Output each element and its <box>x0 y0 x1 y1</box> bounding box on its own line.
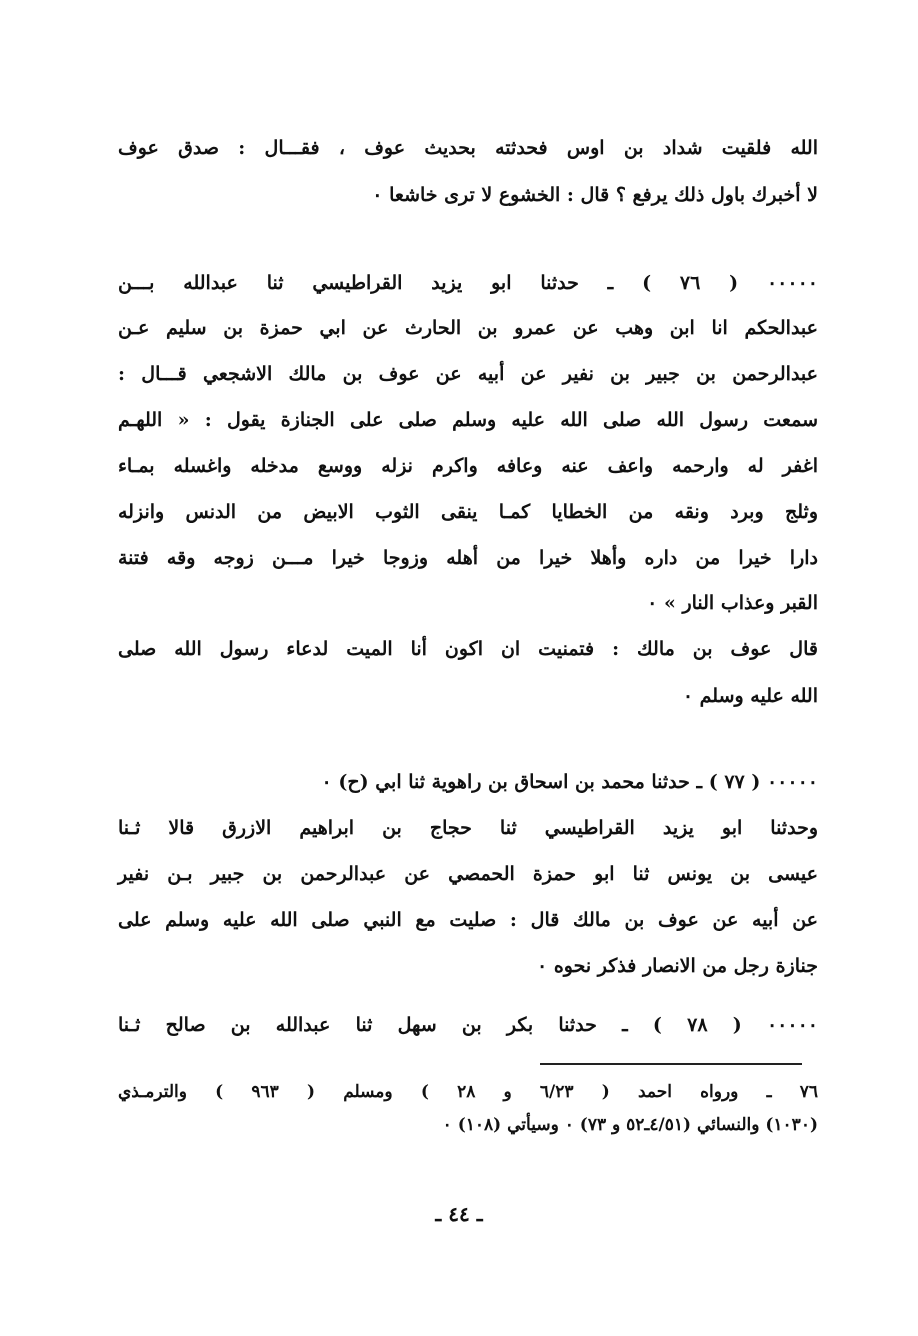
footnote-line: (١٠٣٠) والنسائي (٤/٥١ـ٥٢ و ٧٣) ٠ وسيأتي (١٠٨) ٠ <box>442 1115 818 1135</box>
hadith-heading-78: ٠٠٠٠٠ ( ٧٨ ) ـ حدثنا بكر بن سهل ثنا عبدالله بن صالح ثـنا <box>118 1014 818 1036</box>
text-line: عن أبيه عن عوف بن مالك قال : صليت مع النبي صلى الله عليه وسلم على <box>118 909 818 931</box>
text-line: الله فلقيت شداد بن اوس فحدثته بحديث عوف ، فقـــال : صدق عوف <box>118 137 818 159</box>
footnote-divider <box>540 1063 802 1065</box>
text-line: الله عليه وسلم ٠ <box>682 685 818 707</box>
text-line: عيسى بن يونس ثنا ابو حمزة الحمصي عن عبدالرحمن بن جبير بـن نفير <box>118 863 818 885</box>
text-line: دارا خيرا من داره وأهلا خيرا من أهله وزوجا خيرا مـــن زوجه وقه فتنة <box>118 547 818 569</box>
text-line: سمعت رسول الله صلى الله عليه وسلم صلى على الجنازة يقول : « اللهـم <box>118 409 818 431</box>
text-line: جنازة رجل من الانصار فذكر نحوه ٠ <box>536 955 818 977</box>
page-number: ـ ٤٤ ـ <box>435 1202 483 1226</box>
text-line: لا أخبرك باول ذلك يرفع ؟ قال : الخشوع لا ترى خاشعا ٠ <box>372 184 818 206</box>
text-line: وثلج وبرد ونقه من الخطايا كمـا ينقى الثوب الابيض من الدنس وانزله <box>118 501 818 523</box>
text-line: اغفر له وارحمه واعف عنه وعافه واكرم نزله ووسع مدخله واغسله بمـاء <box>118 455 818 477</box>
text-line: قال عوف بن مالك : فتمنيت ان اكون أنا الميت لدعاء رسول الله صلى <box>118 638 818 660</box>
text-line: وحدثنا ابو يزيد القراطيسي ثنا حجاج بن ابراهيم الازرق قالا ثـنا <box>118 817 818 839</box>
text-line: عبدالحكم انا ابن وهب عن عمرو بن الحارث عن ابي حمزة بن سليم عـن <box>118 317 818 339</box>
text-line: عبدالرحمن بن جبير بن نفير عن أبيه عن عوف بن مالك الاشجعي قـــال : <box>118 363 818 385</box>
footnote-line: ٧٦ ـ ورواه احمد ( ٦/٢٣ و ٢٨ ) ومسلم ( ٩٦٣ ) والترمـذي <box>118 1082 819 1102</box>
hadith-heading-76: ٠٠٠٠٠ ( ٧٦ ) ـ حدثنا ابو يزيد القراطيسي ثنا عبدالله بـــن <box>118 272 818 294</box>
text-line: القبر وعذاب النار » ٠ <box>647 592 818 614</box>
hadith-heading-77: ٠٠٠٠٠ ( ٧٧ ) ـ حدثنا محمد بن اسحاق بن راهوية ثنا ابي (ح) ٠ <box>321 771 818 793</box>
